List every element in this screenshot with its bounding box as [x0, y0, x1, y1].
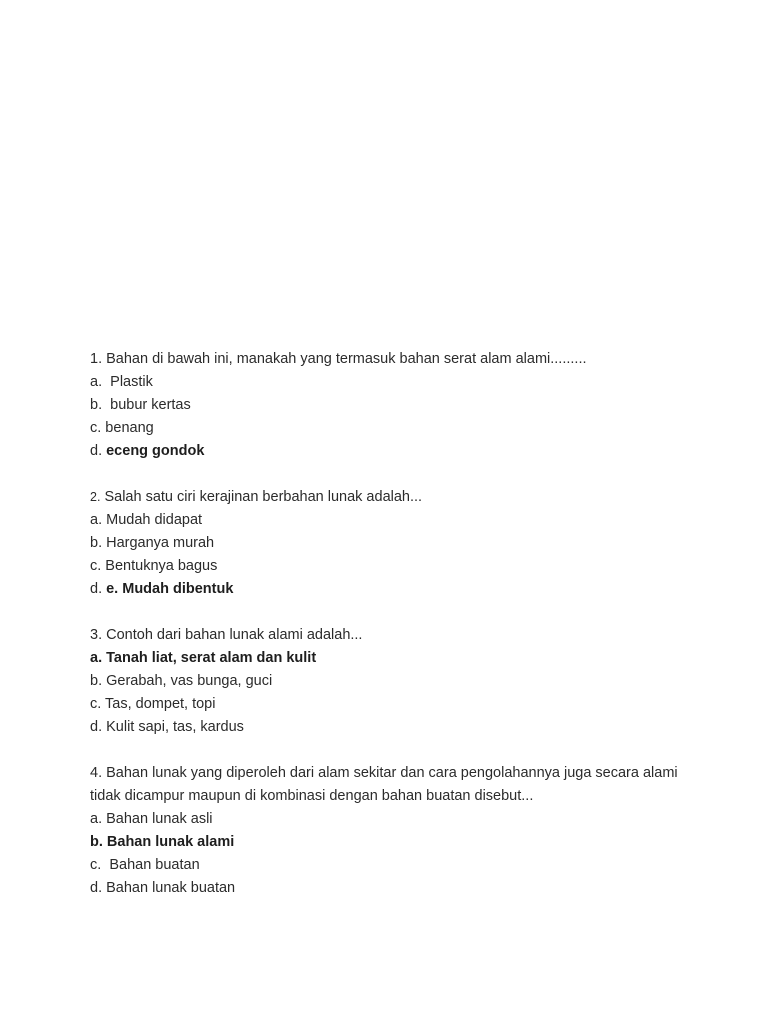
quiz-content [90, 348, 710, 923]
option-label: a. [90, 650, 103, 666]
option-text: e. Mudah dibentuk [102, 581, 234, 597]
question-3 [90, 624, 710, 739]
option-text: Harganya murah [102, 535, 215, 551]
answer-option-a-correct [90, 647, 710, 670]
question-stem [90, 624, 710, 647]
answer-option-c [90, 555, 710, 578]
question-text: Contoh dari bahan lunak alami adalah... [102, 627, 363, 643]
option-label: b. [90, 397, 103, 413]
question-stem [90, 486, 710, 509]
question-stem [90, 762, 710, 808]
option-label: d. [90, 581, 103, 597]
option-label: b. [90, 535, 103, 551]
answer-option-b [90, 532, 710, 555]
option-text: Plastik [102, 374, 153, 390]
option-text: Bahan lunak alami [102, 834, 235, 850]
answer-option-a [90, 808, 710, 831]
option-text: Kulit sapi, tas, kardus [102, 719, 244, 735]
answer-option-d [90, 877, 710, 900]
question-number: 4. [90, 765, 103, 781]
question-text: Bahan lunak yang diperoleh dari alam sekitar dan cara pengolahannya juga secara alami tidak dicampur maupun di kombinasi dengan bahan buatan disebut... [90, 765, 678, 804]
option-label: a. [90, 811, 103, 827]
option-label: a. [90, 512, 103, 528]
question-1 [90, 348, 710, 463]
option-label: c. [90, 558, 102, 574]
option-text: Bahan lunak buatan [102, 880, 236, 896]
answer-option-a [90, 509, 710, 532]
answer-option-c [90, 854, 710, 877]
answer-option-b [90, 670, 710, 693]
option-label: d. [90, 719, 103, 735]
option-label: a. [90, 374, 103, 390]
answer-option-b-correct [90, 831, 710, 854]
option-text: Tas, dompet, topi [101, 696, 216, 712]
question-number: 3. [90, 627, 103, 643]
question-number: 2. [90, 490, 101, 504]
option-text: Tanah liat, serat alam dan kulit [102, 650, 317, 666]
option-text: benang [101, 420, 154, 436]
option-text: Bahan buatan [101, 857, 200, 873]
question-text: Salah satu ciri kerajinan berbahan lunak adalah... [100, 489, 423, 505]
option-text: Bahan lunak asli [102, 811, 213, 827]
option-label: b. [90, 673, 103, 689]
question-2 [90, 486, 710, 601]
answer-option-d [90, 716, 710, 739]
answer-option-c [90, 693, 710, 716]
question-stem [90, 348, 710, 371]
answer-option-a [90, 371, 710, 394]
option-label: d. [90, 880, 103, 896]
option-label: c. [90, 696, 102, 712]
question-number: 1. [90, 351, 103, 367]
answer-option-b [90, 394, 710, 417]
option-label: c. [90, 857, 102, 873]
option-label: c. [90, 420, 102, 436]
answer-option-c [90, 417, 710, 440]
option-text: eceng gondok [102, 443, 205, 459]
option-text: bubur kertas [102, 397, 191, 413]
option-label: b. [90, 834, 103, 850]
option-label: d. [90, 443, 103, 459]
answer-option-d-correct [90, 578, 710, 601]
answer-option-d-correct [90, 440, 710, 463]
option-text: Bentuknya bagus [101, 558, 218, 574]
question-text: Bahan di bawah ini, manakah yang termasuk bahan serat alam alami......... [102, 351, 587, 367]
option-text: Gerabah, vas bunga, guci [102, 673, 273, 689]
question-4 [90, 762, 710, 900]
option-text: Mudah didapat [102, 512, 203, 528]
